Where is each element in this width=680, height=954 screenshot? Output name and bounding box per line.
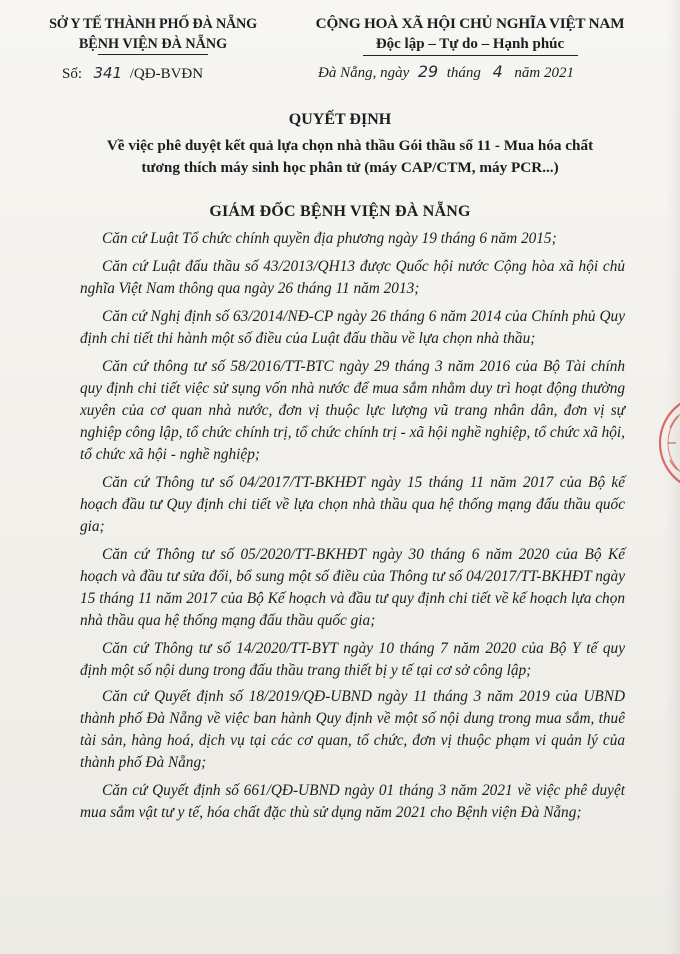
page-edge-shadow: [666, 0, 680, 954]
legal-basis-paragraph: Căn cứ Luật Tổ chức chính quyền địa phương ngày 19 tháng 6 năm 2015;: [102, 230, 557, 247]
document-subject: [30, 135, 670, 179]
legal-basis-paragraph: Căn cứ Thông tư số 14/2020/TT-BYT ngày 10 tháng 7 năm 2020 của Bộ Y tế quy định một số nội dung trong đấu thầu trang thiết bị y tế tại cơ sở công lập;: [80, 640, 625, 679]
hospital-name: BỆNH VIỆN ĐÀ NẴNG: [78, 36, 228, 52]
national-motto: Độc lập – Tự do – Hạnh phúc: [375, 36, 565, 52]
legal-basis-paragraph: Căn cứ Thông tư số 05/2020/TT-BKHĐT ngày 30 tháng 6 năm 2020 của Bộ Kế hoạch và đầu tư sửa đổi, bổ sung một số điều của Thông tư số 04/2017/TT-BKHĐT ngày 15 tháng 11 năm 2017 của Bộ Kế hoạch và đầu tư quy định chi tiết về kế hoạch lựa chọn nhà thầu qua hệ thống mạng đấu thầu quốc gia;: [80, 546, 625, 629]
subject-line: tương thích máy sinh học phân tử (máy CAP/CTM, máy PCR...): [141, 159, 559, 176]
legal-basis-paragraph: Căn cứ thông tư số 58/2016/TT-BTC ngày 29 tháng 3 năm 2016 của Bộ Tài chính quy định chi tiết việc sử sụng vốn nhà nước để mua sắm nhằm duy trì hoạt động thường xuyên của cơ quan nhà nước, đơn vị thuộc lực lượng vũ trang nhân dân, đơn vị sự nghiệp công lập, tổ chức chính trị, tổ chức chính trị - xã hội nghề nghiệp, tổ chức xã hội, tổ chức xã hội - nghề nghiệp;: [80, 358, 625, 463]
number-suffix: /QĐ-BVĐN: [129, 66, 204, 82]
handwritten-number: 341: [93, 64, 123, 82]
document-number: [62, 64, 203, 83]
parent-agency-name: SỞ Y TẾ THÀNH PHỐ ĐÀ NẴNG: [49, 16, 257, 32]
document-date: [318, 62, 574, 82]
subject-line: Về việc phê duyệt kết quả lựa chọn nhà thầu Gói thầu số 11 - Mua hóa chất: [106, 137, 594, 154]
legal-basis-paragraph: Căn cứ Quyết định số 18/2019/QĐ-UBND ngày 11 tháng 3 năm 2019 của UBND thành phố Đà Nẵng về việc ban hành Quy định về một số nội dung trong mua sắm, thuê tài sản, hàng hoá, dịch vụ tại các cơ quan, tổ chức, đơn vị thuộc phạm vi quản lý của thành phố Đà Nẵng;: [80, 688, 625, 771]
hospital-underline: [98, 54, 208, 55]
legal-basis-paragraph: Căn cứ Thông tư số 04/2017/TT-BKHĐT ngày 15 tháng 11 năm 2017 của Bộ kế hoạch đầu tư Quy định chi tiết về lựa chọn nhà thầu qua hệ thống mạng đấu thầu quốc gia;: [80, 474, 625, 535]
motto-underline: [363, 55, 578, 56]
signer-title: GIÁM ĐỐC BỆNH VIỆN ĐÀ NẴNG: [209, 203, 471, 220]
document-body: [80, 228, 625, 830]
national-title: CỘNG HOÀ XÃ HỘI CHỦ NGHĨA VIỆT NAM: [315, 15, 625, 32]
legal-basis-paragraph: Căn cứ Quyết định số 661/QĐ-UBND ngày 01 tháng 3 năm 2021 về việc phê duyệt mua sắm vật tư y tế, hóa chất đặc thù sử dụng năm 2021 cho Bệnh viện Đà Nẵng;: [80, 782, 625, 821]
handwritten-month: 4: [492, 62, 503, 81]
date-year: năm 2021: [514, 65, 575, 81]
date-month-label: tháng: [446, 65, 481, 81]
date-prefix: Đà Nẵng, ngày: [318, 65, 410, 81]
issuing-agency-block: [28, 14, 278, 55]
handwritten-day: 29: [417, 62, 439, 81]
document-title: QUYẾT ĐỊNH: [288, 111, 392, 128]
legal-basis-paragraph: Căn cứ Luật đấu thầu số 43/2013/QH13 được Quốc hội nước Cộng hòa xã hội chủ nghĩa Việt Nam thông qua ngày 26 tháng 11 năm 2013;: [80, 258, 625, 297]
legal-basis-paragraph: Căn cứ Nghị định số 63/2014/NĐ-CP ngày 26 tháng 6 năm 2014 của Chính phủ Quy định chi tiết thi hành một số điều của Luật đấu thầu về lựa chọn nhà thầu;: [80, 308, 625, 347]
number-prefix: Số:: [62, 66, 83, 82]
national-heading-block: [280, 14, 660, 56]
